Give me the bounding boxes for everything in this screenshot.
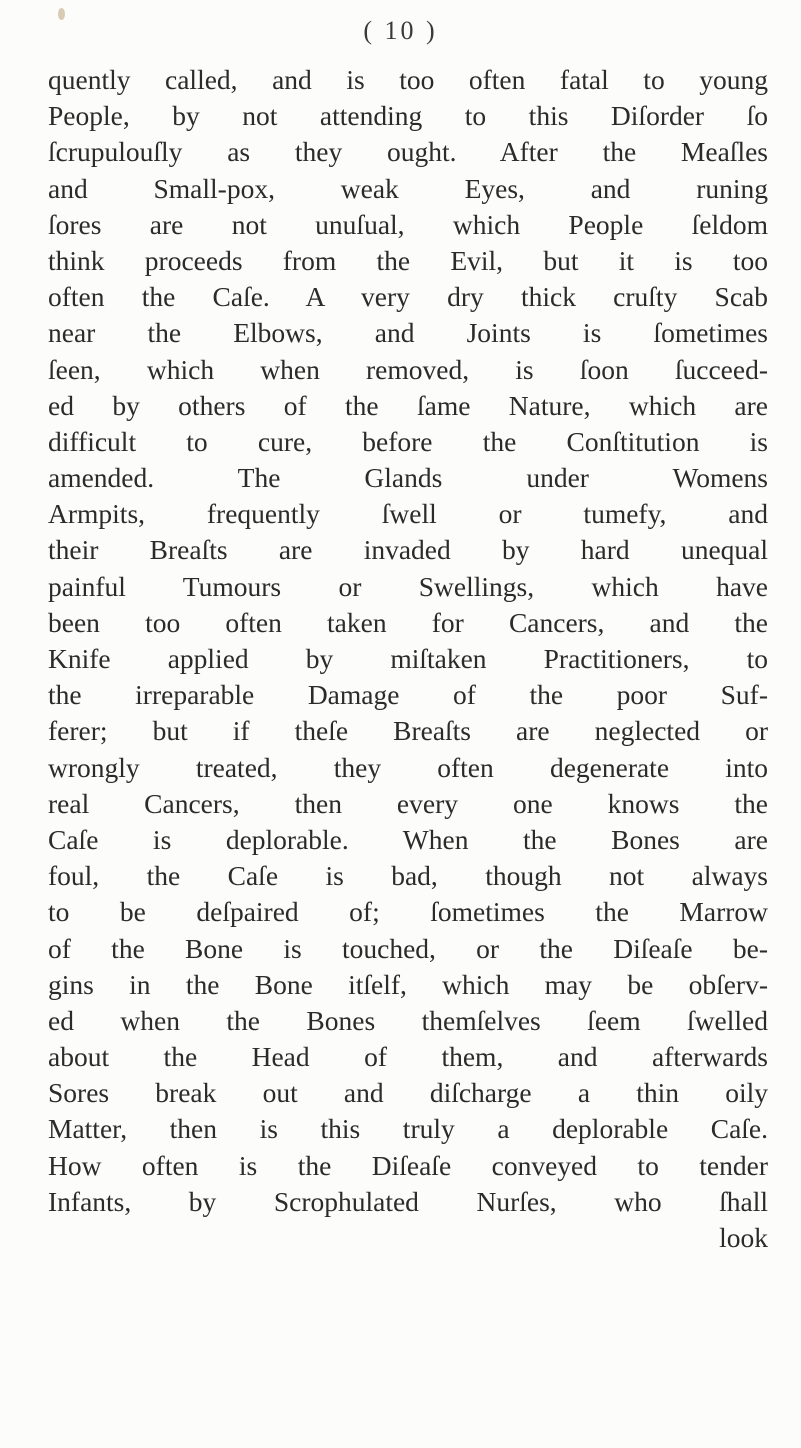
- body-text: [48, 62, 768, 1256]
- text-line: Matter, then is this truly a deplorable Caſe.: [48, 1113, 768, 1145]
- text-line: ed by others of the ſame Nature, which are: [48, 389, 768, 421]
- text-line: about the Head of them, and afterwards: [48, 1041, 768, 1073]
- text-line: People, by not attending to this Diſorder ſo: [48, 100, 768, 132]
- text-line: think proceeds from the Evil, but it is too: [48, 244, 768, 276]
- text-line: real Cancers, then every one knows the: [48, 787, 768, 819]
- text-line: to be deſpaired of; ſometimes the Marrow: [48, 896, 768, 928]
- text-line: ed when the Bones themſelves ſeem ſwelled: [48, 1004, 768, 1036]
- page-number: ( 10 ): [363, 16, 438, 45]
- text-line: How often is the Diſeaſe conveyed to tender: [48, 1149, 768, 1181]
- text-line: wrongly treated, they often degenerate into: [48, 751, 768, 783]
- text-line: gins in the Bone itſelf, which may be obſerv-: [48, 968, 768, 1000]
- text-line: their Breaſts are invaded by hard unequal: [48, 534, 768, 566]
- catchword: look: [719, 1222, 768, 1253]
- text-line: and Small-pox, weak Eyes, and runing: [48, 172, 768, 204]
- text-line: ſores are not unuſual, which People ſeldom: [48, 208, 768, 240]
- text-line: amended. The Glands under Womens: [48, 462, 768, 494]
- text-line: Armpits, frequently ſwell or tumefy, and: [48, 498, 768, 530]
- text-line: near the Elbows, and Joints is ſometimes: [48, 317, 768, 349]
- text-line: the irreparable Damage of the poor Suf-: [48, 679, 768, 711]
- text-line: foul, the Caſe is bad, though not always: [48, 860, 768, 892]
- text-line: Knife applied by miſtaken Practitioners, to: [48, 643, 768, 674]
- text-line: ſcrupulouſly as they ought. After the Meaſles: [48, 136, 768, 168]
- text-line: often the Caſe. A very dry thick cruſty Scab: [48, 281, 768, 313]
- text-line: painful Tumours or Swellings, which have: [48, 570, 768, 602]
- text-line: difficult to cure, before the Conſtitution is: [48, 425, 768, 457]
- text-line: of the Bone is touched, or the Diſeaſe be-: [48, 932, 768, 964]
- text-line: quently called, and is too often fatal to young: [48, 64, 768, 95]
- text-line: been too often taken for Cancers, and the: [48, 606, 768, 638]
- text-line: Infants, by Scrophulated Nurſes, who ſhall: [48, 1185, 768, 1217]
- text-line: ferer; but if theſe Breaſts are neglected or: [48, 715, 768, 747]
- text-line: ſeen, which when removed, is ſoon ſucceed-: [48, 353, 768, 385]
- text-line: Caſe is deplorable. When the Bones are: [48, 823, 768, 855]
- text-line: Sores break out and diſcharge a thin oily: [48, 1077, 768, 1109]
